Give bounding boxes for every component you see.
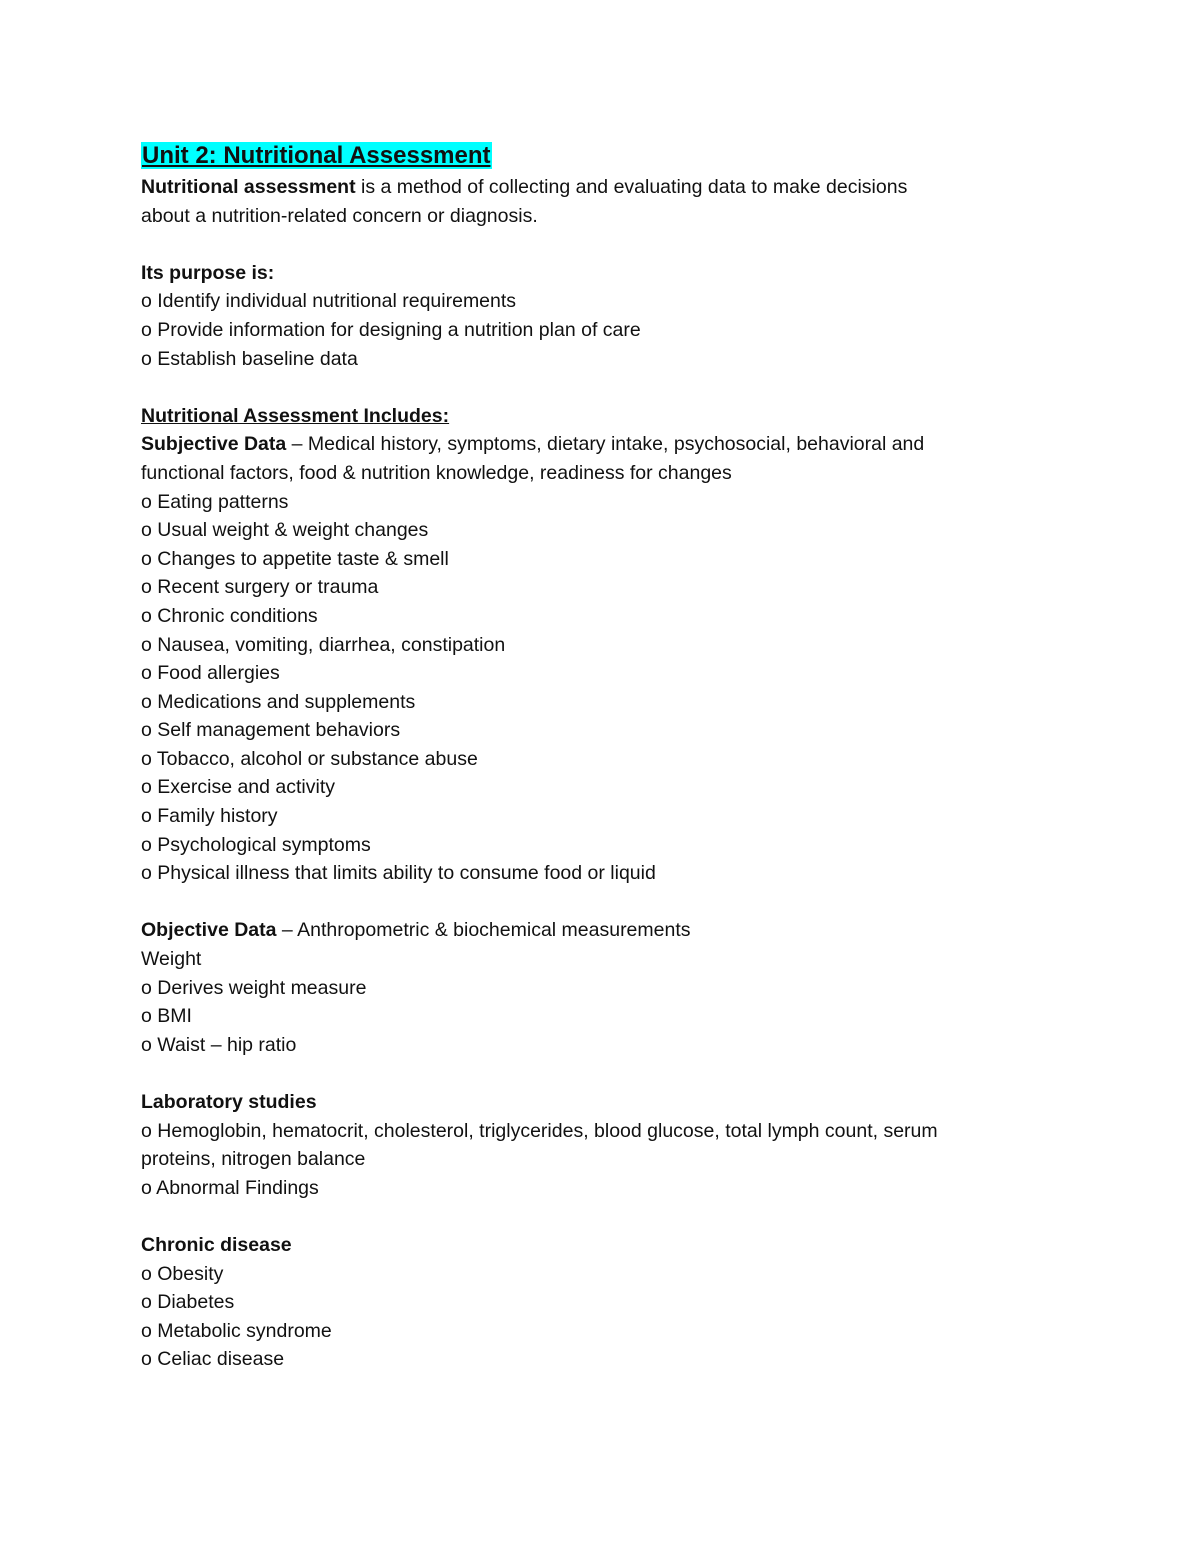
weight-label: Weight xyxy=(141,948,202,971)
list-item: o Family history xyxy=(141,805,278,828)
intro-line-1 xyxy=(141,173,1041,202)
list-item: o Food allergies xyxy=(141,662,280,685)
list-item: o Changes to appetite taste & smell xyxy=(141,547,449,570)
intro-term: Nutritional assessment xyxy=(141,176,356,198)
list-item: o Eating patterns xyxy=(141,490,289,513)
document-page xyxy=(141,139,1041,1374)
objective-term: Objective Data xyxy=(141,919,277,942)
list-item: o Chronic conditions xyxy=(141,604,318,627)
list-item: o Abnormal Findings xyxy=(141,1176,319,1199)
list-item: o Diabetes xyxy=(141,1291,235,1314)
includes-heading: Nutritional Assessment Includes: xyxy=(141,404,450,427)
chronic-heading: Chronic disease xyxy=(141,1233,292,1256)
list-item: o Hemoglobin, hematocrit, cholesterol, triglycerides, blood glucose, total lymph count, serum xyxy=(141,1119,938,1142)
list-item: o Exercise and activity xyxy=(141,776,336,799)
list-item: o Tobacco, alcohol or substance abuse xyxy=(141,747,478,770)
list-item: o Self management behaviors xyxy=(141,719,401,742)
subjective-line-2: functional factors, food & nutrition knowledge, readiness for changes xyxy=(141,461,732,484)
lab-heading: Laboratory studies xyxy=(141,1091,317,1113)
spacer xyxy=(141,1059,1041,1088)
spacer xyxy=(141,888,1041,917)
list-item: o Identify individual nutritional requirements xyxy=(141,290,517,313)
list-item: o Psychological symptoms xyxy=(141,833,371,856)
title-line xyxy=(141,139,1041,173)
list-item: o Medications and supplements xyxy=(141,690,416,713)
list-item: o Obesity xyxy=(141,1262,224,1285)
subjective-text: – Medical history, symptoms, dietary intake, psychosocial, behavioral and xyxy=(286,433,925,456)
list-item-continuation: proteins, nitrogen balance xyxy=(141,1148,366,1171)
list-item: o Recent surgery or trauma xyxy=(141,576,379,599)
list-item: o Celiac disease xyxy=(141,1348,285,1371)
list-item: o Metabolic syndrome xyxy=(141,1319,332,1342)
page-title: Unit 2: Nutritional Assessment xyxy=(142,142,491,169)
subjective-line-1 xyxy=(141,430,1041,459)
list-item: o Provide information for designing a nutrition plan of care xyxy=(141,318,641,341)
list-item: o Usual weight & weight changes xyxy=(141,519,429,542)
subjective-term: Subjective Data xyxy=(141,433,287,456)
objective-line xyxy=(141,916,1041,945)
list-item: o BMI xyxy=(141,1005,192,1028)
purpose-heading: Its purpose is: xyxy=(141,261,275,284)
intro-line-2: about a nutrition-related concern or diagnosis. xyxy=(141,204,538,227)
spacer xyxy=(141,373,1041,402)
list-item: o Waist – hip ratio xyxy=(141,1033,297,1056)
objective-text: – Anthropometric & biochemical measurements xyxy=(276,919,691,942)
list-item: o Physical illness that limits ability to consume food or liquid xyxy=(141,862,656,885)
list-item: o Derives weight measure xyxy=(141,976,367,999)
list-item: o Establish baseline data xyxy=(141,347,358,370)
spacer xyxy=(141,1202,1041,1231)
intro-text: is a method of collecting and evaluating data to make decisions xyxy=(355,176,908,198)
list-item: o Nausea, vomiting, diarrhea, constipation xyxy=(141,633,506,656)
spacer xyxy=(141,230,1041,259)
